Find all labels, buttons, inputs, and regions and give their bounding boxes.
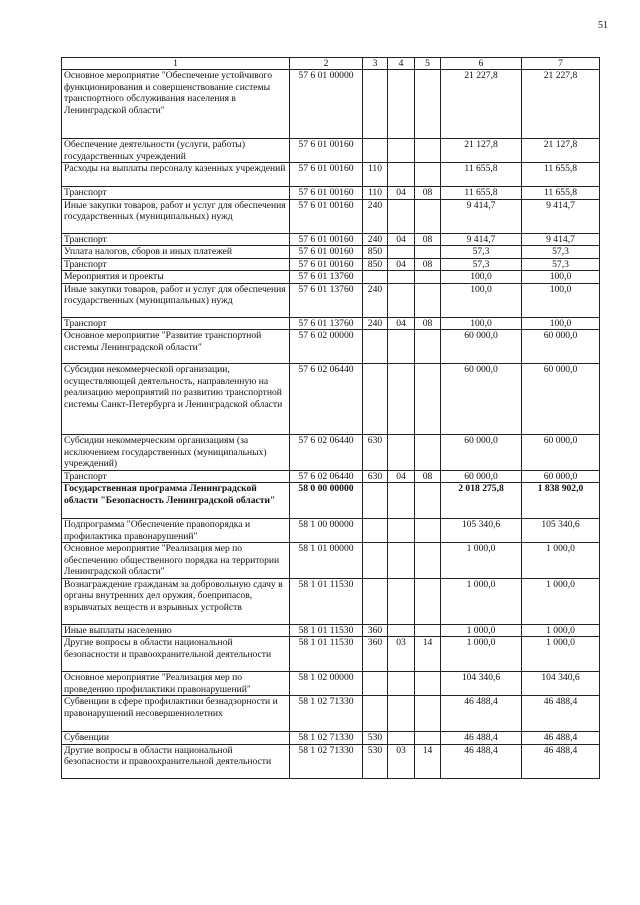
row-amount-1: 1 000,0 xyxy=(441,624,522,637)
row-amount-1: 60 000,0 xyxy=(441,470,522,483)
row-vr: 630 xyxy=(363,435,388,471)
row-name: Основное мероприятие "Реализация мер по проведению профилактики правонарушений" xyxy=(62,672,290,696)
row-rz xyxy=(388,519,415,543)
row-rz xyxy=(388,696,415,732)
row-amount-1: 100,0 xyxy=(441,317,522,330)
row-rz xyxy=(388,163,415,187)
header-col-5: 5 xyxy=(415,58,441,70)
table-row xyxy=(62,317,600,330)
row-name: Основное мероприятие "Обеспечение устойчивого функционирования и совершенствование системы транспортного обслуживания населения в Ленинградской области" xyxy=(62,70,290,139)
row-rz xyxy=(388,199,415,233)
row-amount-2: 1 000,0 xyxy=(522,624,600,637)
table-row xyxy=(62,283,600,317)
row-pr xyxy=(415,624,441,637)
page-number: 51 xyxy=(598,20,608,31)
row-name: Расходы на выплаты персоналу казенных учреждений xyxy=(62,163,290,187)
row-pr xyxy=(415,519,441,543)
row-amount-1: 104 340,6 xyxy=(441,672,522,696)
row-amount-1: 57,3 xyxy=(441,258,522,271)
row-name: Транспорт xyxy=(62,258,290,271)
table-header-row xyxy=(62,58,600,70)
row-amount-2: 21 227,8 xyxy=(522,70,600,139)
row-rz xyxy=(388,578,415,624)
row-amount-1: 100,0 xyxy=(441,271,522,284)
row-code: 58 1 01 11530 xyxy=(290,624,363,637)
row-amount-1: 100,0 xyxy=(441,283,522,317)
row-amount-2: 46 488,4 xyxy=(522,732,600,745)
row-code: 58 1 02 71330 xyxy=(290,696,363,732)
row-rz xyxy=(388,624,415,637)
budget-table xyxy=(61,57,600,779)
row-amount-1: 9 414,7 xyxy=(441,233,522,246)
row-pr xyxy=(415,199,441,233)
row-rz xyxy=(388,330,415,364)
row-vr: 240 xyxy=(363,317,388,330)
row-pr xyxy=(415,139,441,163)
row-pr xyxy=(415,543,441,579)
table-row xyxy=(62,258,600,271)
table-body xyxy=(62,70,600,779)
row-amount-2: 46 488,4 xyxy=(522,696,600,732)
row-code: 58 1 02 71330 xyxy=(290,732,363,745)
table-row xyxy=(62,519,600,543)
row-amount-1: 60 000,0 xyxy=(441,364,522,435)
row-pr: 08 xyxy=(415,470,441,483)
table-row xyxy=(62,163,600,187)
row-code: 57 6 02 06440 xyxy=(290,435,363,471)
row-name: Другие вопросы в области национальной безопасности и правоохранительной деятельности xyxy=(62,744,290,778)
table-row xyxy=(62,187,600,200)
row-amount-2: 1 000,0 xyxy=(522,578,600,624)
row-rz xyxy=(388,70,415,139)
row-vr xyxy=(363,271,388,284)
table-row xyxy=(62,470,600,483)
row-name: Транспорт xyxy=(62,187,290,200)
row-amount-2: 1 000,0 xyxy=(522,637,600,672)
row-vr xyxy=(363,483,388,519)
table-row xyxy=(62,732,600,745)
row-code: 57 6 01 00160 xyxy=(290,258,363,271)
row-amount-2: 57,3 xyxy=(522,258,600,271)
row-code: 57 6 02 00000 xyxy=(290,330,363,364)
row-rz xyxy=(388,364,415,435)
header-col-2: 2 xyxy=(290,58,363,70)
row-rz xyxy=(388,732,415,745)
row-rz xyxy=(388,246,415,259)
row-code: 58 1 01 00000 xyxy=(290,543,363,579)
row-amount-1: 21 127,8 xyxy=(441,139,522,163)
header-col-4: 4 xyxy=(388,58,415,70)
row-code: 57 6 02 06440 xyxy=(290,470,363,483)
row-vr xyxy=(363,578,388,624)
row-pr xyxy=(415,435,441,471)
row-name: Иные закупки товаров, работ и услуг для обеспечения государственных (муниципальных) нужд xyxy=(62,283,290,317)
table-row xyxy=(62,271,600,284)
row-pr xyxy=(415,70,441,139)
header-col-7: 7 xyxy=(522,58,600,70)
row-amount-2: 100,0 xyxy=(522,271,600,284)
row-rz xyxy=(388,483,415,519)
row-amount-1: 46 488,4 xyxy=(441,744,522,778)
row-pr: 08 xyxy=(415,187,441,200)
header-col-3: 3 xyxy=(363,58,388,70)
row-amount-1: 11 655,8 xyxy=(441,163,522,187)
row-name: Транспорт xyxy=(62,317,290,330)
row-amount-1: 46 488,4 xyxy=(441,696,522,732)
row-vr: 360 xyxy=(363,637,388,672)
row-name: Другие вопросы в области национальной безопасности и правоохранительной деятельности xyxy=(62,637,290,672)
row-vr: 360 xyxy=(363,624,388,637)
row-pr xyxy=(415,672,441,696)
table-row xyxy=(62,199,600,233)
row-amount-2: 11 655,8 xyxy=(522,163,600,187)
row-amount-1: 105 340,6 xyxy=(441,519,522,543)
table-row xyxy=(62,696,600,732)
row-amount-2: 60 000,0 xyxy=(522,435,600,471)
row-name: Мероприятия и проекты xyxy=(62,271,290,284)
row-name: Подпрограмма "Обеспечение правопорядка и профилактика правонарушений" xyxy=(62,519,290,543)
row-vr: 240 xyxy=(363,283,388,317)
row-amount-2: 105 340,6 xyxy=(522,519,600,543)
row-amount-2: 11 655,8 xyxy=(522,187,600,200)
row-rz xyxy=(388,139,415,163)
row-amount-2: 60 000,0 xyxy=(522,364,600,435)
table-row xyxy=(62,543,600,579)
row-vr xyxy=(363,70,388,139)
row-amount-2: 21 127,8 xyxy=(522,139,600,163)
row-rz: 04 xyxy=(388,187,415,200)
row-vr: 530 xyxy=(363,744,388,778)
row-amount-1: 1 000,0 xyxy=(441,578,522,624)
row-amount-1: 46 488,4 xyxy=(441,732,522,745)
row-pr xyxy=(415,163,441,187)
row-pr xyxy=(415,364,441,435)
row-rz: 03 xyxy=(388,744,415,778)
row-pr xyxy=(415,696,441,732)
row-amount-2: 1 838 902,0 xyxy=(522,483,600,519)
table-row xyxy=(62,672,600,696)
row-amount-2: 1 000,0 xyxy=(522,543,600,579)
row-code: 58 1 02 00000 xyxy=(290,672,363,696)
row-pr xyxy=(415,483,441,519)
table-row xyxy=(62,70,600,139)
row-rz: 04 xyxy=(388,258,415,271)
row-vr: 240 xyxy=(363,233,388,246)
row-vr: 630 xyxy=(363,470,388,483)
table-row xyxy=(62,330,600,364)
row-vr: 850 xyxy=(363,258,388,271)
row-pr: 08 xyxy=(415,317,441,330)
row-name: Иные выплаты населению xyxy=(62,624,290,637)
row-code: 58 1 02 71330 xyxy=(290,744,363,778)
table-row xyxy=(62,139,600,163)
row-amount-1: 1 000,0 xyxy=(441,543,522,579)
row-code: 58 1 01 11530 xyxy=(290,637,363,672)
row-amount-2: 60 000,0 xyxy=(522,470,600,483)
row-name: Уплата налогов, сборов и иных платежей xyxy=(62,246,290,259)
row-vr: 110 xyxy=(363,187,388,200)
row-code: 57 6 01 13760 xyxy=(290,317,363,330)
row-name: Основное мероприятие "Развитие транспортной системы Ленинградской области" xyxy=(62,330,290,364)
row-rz: 03 xyxy=(388,637,415,672)
row-code: 57 6 01 00160 xyxy=(290,246,363,259)
row-rz: 04 xyxy=(388,233,415,246)
row-rz: 04 xyxy=(388,317,415,330)
row-vr xyxy=(363,672,388,696)
row-name: Субвенции в сфере профилактики безнадзорности и правонарушений несовершеннолетних xyxy=(62,696,290,732)
row-vr: 110 xyxy=(363,163,388,187)
table-row xyxy=(62,744,600,778)
row-code: 57 6 01 00160 xyxy=(290,187,363,200)
row-vr: 530 xyxy=(363,732,388,745)
row-amount-2: 9 414,7 xyxy=(522,199,600,233)
row-pr xyxy=(415,246,441,259)
row-name: Основное мероприятие "Реализация мер по обеспечению общественного порядка на территории Ленинградской области" xyxy=(62,543,290,579)
table-row xyxy=(62,364,600,435)
row-pr xyxy=(415,578,441,624)
row-amount-2: 100,0 xyxy=(522,283,600,317)
row-pr: 08 xyxy=(415,233,441,246)
row-pr xyxy=(415,732,441,745)
row-amount-1: 11 655,8 xyxy=(441,187,522,200)
row-name: Государственная программа Ленинградской области "Безопасность Ленинградской области" xyxy=(62,483,290,519)
row-name: Субвенции xyxy=(62,732,290,745)
row-amount-1: 1 000,0 xyxy=(441,637,522,672)
header-col-1: 1 xyxy=(62,58,290,70)
row-amount-2: 100,0 xyxy=(522,317,600,330)
row-code: 57 6 01 13760 xyxy=(290,271,363,284)
row-rz xyxy=(388,283,415,317)
row-name: Вознаграждение гражданам за добровольную сдачу в органы внутренних дел оружия, боеприпасов, взрывчатых веществ и взрывных устройств xyxy=(62,578,290,624)
row-code: 57 6 02 06440 xyxy=(290,364,363,435)
row-vr xyxy=(363,519,388,543)
row-vr xyxy=(363,139,388,163)
row-vr: 850 xyxy=(363,246,388,259)
row-amount-1: 57,3 xyxy=(441,246,522,259)
row-pr xyxy=(415,271,441,284)
table-row xyxy=(62,578,600,624)
row-amount-2: 46 488,4 xyxy=(522,744,600,778)
row-amount-1: 2 018 275,8 xyxy=(441,483,522,519)
row-pr: 14 xyxy=(415,744,441,778)
row-amount-2: 57,3 xyxy=(522,246,600,259)
table-row xyxy=(62,483,600,519)
row-vr: 240 xyxy=(363,199,388,233)
row-pr: 14 xyxy=(415,637,441,672)
table-row xyxy=(62,435,600,471)
row-code: 58 1 01 11530 xyxy=(290,578,363,624)
table-row xyxy=(62,637,600,672)
row-name: Субсидии некоммерческим организациям (за исключением государственных (муниципальных) учреждений) xyxy=(62,435,290,471)
row-vr xyxy=(363,330,388,364)
row-amount-1: 60 000,0 xyxy=(441,330,522,364)
row-amount-1: 60 000,0 xyxy=(441,435,522,471)
table-row xyxy=(62,246,600,259)
table-row xyxy=(62,624,600,637)
row-vr xyxy=(363,364,388,435)
row-name: Субсидии некоммерческой организации, осуществляющей деятельность, направленную на реализацию мероприятий по развитию транспортной системы Санкт-Петербурга и Ленинградской области xyxy=(62,364,290,435)
row-vr xyxy=(363,543,388,579)
row-amount-2: 104 340,6 xyxy=(522,672,600,696)
row-name: Иные закупки товаров, работ и услуг для обеспечения государственных (муниципальных) нужд xyxy=(62,199,290,233)
row-code: 57 6 01 00160 xyxy=(290,199,363,233)
row-name: Транспорт xyxy=(62,470,290,483)
row-pr xyxy=(415,283,441,317)
row-rz xyxy=(388,271,415,284)
row-vr xyxy=(363,696,388,732)
row-rz: 04 xyxy=(388,470,415,483)
header-col-6: 6 xyxy=(441,58,522,70)
row-code: 57 6 01 00160 xyxy=(290,163,363,187)
row-code: 58 1 00 00000 xyxy=(290,519,363,543)
row-name: Обеспечение деятельности (услуги, работы) государственных учреждений xyxy=(62,139,290,163)
row-amount-1: 21 227,8 xyxy=(441,70,522,139)
row-name: Транспорт xyxy=(62,233,290,246)
row-rz xyxy=(388,543,415,579)
row-pr: 08 xyxy=(415,258,441,271)
row-code: 57 6 01 00000 xyxy=(290,70,363,139)
row-amount-2: 60 000,0 xyxy=(522,330,600,364)
row-code: 57 6 01 00160 xyxy=(290,139,363,163)
row-rz xyxy=(388,672,415,696)
row-code: 57 6 01 00160 xyxy=(290,233,363,246)
row-amount-1: 9 414,7 xyxy=(441,199,522,233)
row-code: 57 6 01 13760 xyxy=(290,283,363,317)
row-pr xyxy=(415,330,441,364)
row-code: 58 0 00 00000 xyxy=(290,483,363,519)
row-rz xyxy=(388,435,415,471)
row-amount-2: 9 414,7 xyxy=(522,233,600,246)
table-row xyxy=(62,233,600,246)
